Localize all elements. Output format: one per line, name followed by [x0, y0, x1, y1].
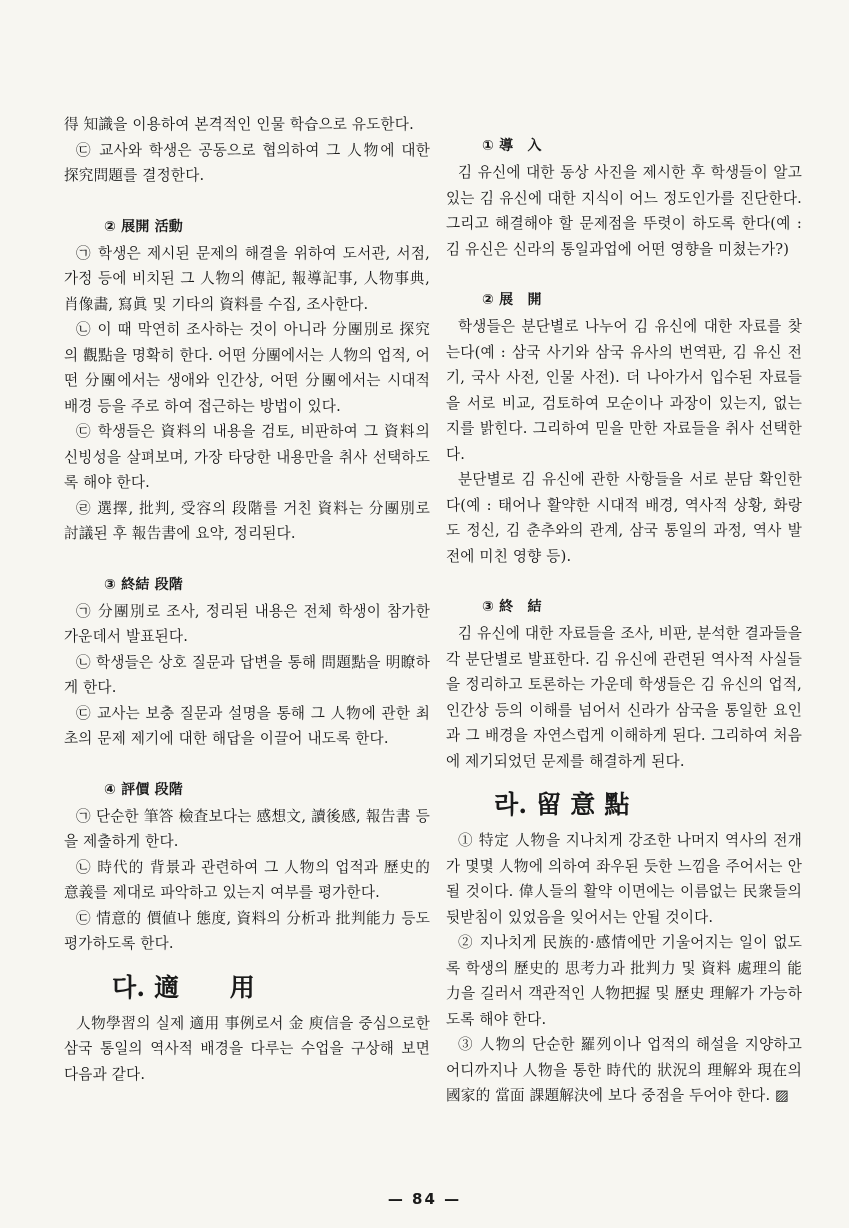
paragraph: ㉣ 選擇, 批判, 受容의 段階를 거친 資料는 分團別로 討議된 후 報告書에 요약, 정리된다.	[64, 499, 430, 542]
left-column	[64, 112, 430, 1087]
subheading-evaluation: ④ 評價 段階	[104, 781, 184, 798]
subheading-closing: ③ 終結 段階	[104, 576, 184, 593]
paragraph: 학생들은 분단별로 나누어 김 유신에 대한 자료를 찾는다(예 : 삼국 사기와 삼국 유사의 번역판, 김 유신 전기, 국사 사전, 인물 사전). 더 나아가서 입수된 자료들을 서로 비교, 검토하여 모순이나 과장이 있는지, 없는지를 밝힌다. 그리하여 믿을 만한 자료들을 취사 선택한다.	[446, 318, 802, 463]
paragraph: ② 지나치게 民族的·感情에만 기울어지는 일이 없도록 학생의 歷史的 思考力과 批判力 및 資料 處理의 能力을 길러서 객관적인 人物把握 및 歷史 理解가 가능하도록 해야 한다.	[446, 934, 802, 1028]
subheading-development: ② 展 開	[482, 292, 542, 308]
paragraph: ① 特定 人物을 지나치게 강조한 나머지 역사의 전개가 몇몇 人物에 의하여 좌우된 듯한 느낌을 주어서는 안될 것이다. 偉人들의 활약 이면에는 이름없는 民衆들의 뒷받침이 있었음을 잊어서는 안될 것이다.	[446, 832, 802, 926]
subheading-development: ② 展開 活動	[104, 218, 184, 235]
paragraph: ③ 人物의 단순한 羅列이나 업적의 해설을 지양하고 어디까지나 人物을 통한 時代的 狀況의 理解와 現在의 國家的 當面 課題解決에 보다 중점을 두어야 한다. ▨	[446, 1036, 802, 1104]
paragraph: ㉢ 情意的 價値나 態度, 資料의 分析과 批判能力 등도 평가하도록 한다.	[64, 909, 430, 952]
paragraph: ㉠ 학생은 제시된 문제의 해결을 위하여 도서관, 서점, 가정 등에 비치된 그 人物의 傳記, 報導記事, 人物事典, 肖像畵, 寫眞 및 기타의 資料를 수집, 조사한다.	[64, 244, 430, 313]
section-heading-application: 다. 適 用	[112, 972, 255, 1002]
paragraph: ㉡ 時代的 背景과 관련하여 그 人物의 업적과 歷史的 意義를 제대로 파악하고 있는지 여부를 평가한다.	[64, 858, 430, 901]
right-column	[446, 112, 802, 1109]
page-number: — 84 —	[387, 1190, 462, 1208]
paragraph: 得 知識을 이용하여 본격적인 인물 학습으로 유도한다.	[64, 116, 414, 133]
paragraph: 김 유신에 대한 동상 사진을 제시한 후 학생들이 알고 있는 김 유신에 대한 지식이 어느 정도인가를 진단한다. 그리고 해결해야 할 문제점을 뚜렷이 하도록 한다(예 : 김 유신은 신라의 통일과업에 어떤 영향을 미쳤는가?)	[446, 164, 802, 258]
paragraph: ㉢ 교사와 학생은 공동으로 협의하여 그 人物에 대한 探究問題를 결정한다.	[64, 141, 430, 184]
paragraph: ㉢ 교사는 보충 질문과 설명을 통해 그 人物에 관한 최초의 문제 제기에 대한 해답을 이끌어 내도록 한다.	[64, 704, 430, 747]
paragraph: ㉢ 학생들은 資料의 내용을 검토, 비판하여 그 資料의 신빙성을 살펴보며, 가장 타당한 내용만을 취사 선택하도록 해야 한다.	[64, 423, 430, 491]
paragraph: ㉡ 이 때 막연히 조사하는 것이 아니라 分團別로 探究의 觀點을 명확히 한다. 어떤 分團에서는 人物의 업적, 어떤 分團에서는 생애와 인간상, 어떤 分團에서는 시대적 배경 등을 주로 하여 접근하는 방법이 있다.	[64, 321, 430, 415]
paragraph: 김 유신에 대한 자료들을 조사, 비판, 분석한 결과들을 각 분단별로 발표한다. 김 유신에 관련된 역사적 사실들을 정리하고 토론하는 가운데 학생들은 김 유신의 업적, 인간상 등의 이해를 넘어서 신라가 삼국을 통일한 요인과 그 배경을 자연스럽게 이해하게 된다. 그리하여 처음에 제기되었던 문제를 해결하게 된다.	[446, 625, 802, 770]
paragraph: 분단별로 김 유신에 관한 사항들을 서로 분담 확인한다(예 : 태어나 활약한 시대적 배경, 역사적 상황, 화랑도 정신, 김 춘추와의 관계, 삼국 통일의 과정, 역사 발전에 미친 영향 등).	[446, 471, 802, 565]
paragraph: ㉠ 단순한 筆答 檢査보다는 感想文, 讀後感, 報告書 등을 제출하게 한다.	[64, 807, 430, 850]
subheading-introduction: ① 導 入	[482, 138, 542, 154]
paragraph: ㉠ 分團別로 조사, 정리된 내용은 전체 학생이 참가한 가운데서 발표된다.	[64, 602, 430, 645]
subheading-closing: ③ 終 結	[482, 599, 542, 615]
section-heading-notes: 라. 留 意 點	[494, 790, 630, 819]
paragraph: 人物學習의 실제 適用 事例로서 金 庾信을 중심으로한 삼국 통일의 역사적 배경을 다루는 수업을 구상해 보면 다음과 같다.	[64, 1014, 430, 1083]
paragraph: ㉡ 학생들은 상호 질문과 답변을 통해 問題點을 明瞭하게 한다.	[64, 653, 430, 696]
